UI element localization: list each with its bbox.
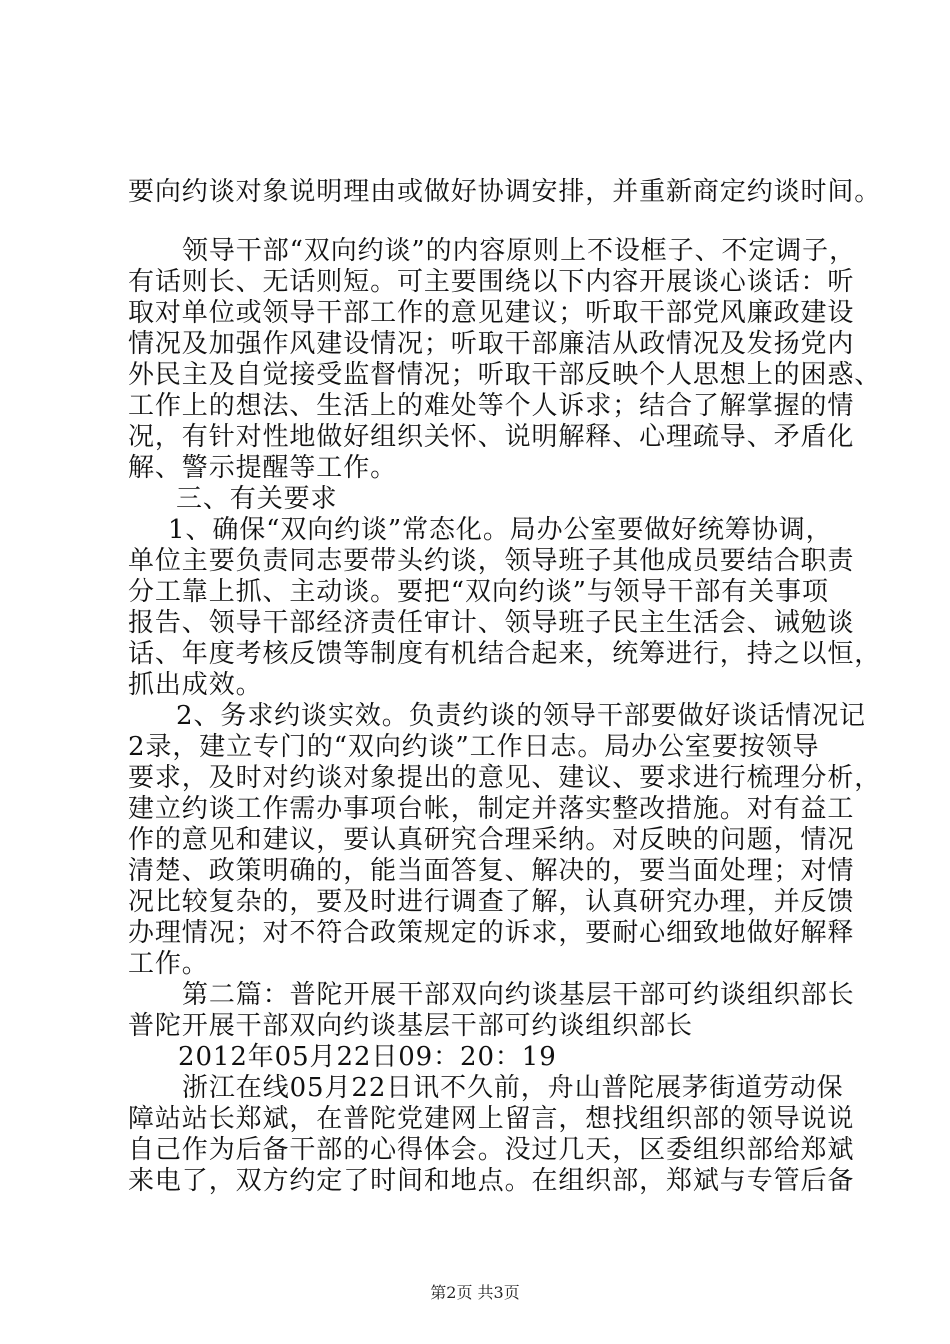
text-line: 解、警示提醒等工作。 bbox=[128, 453, 398, 483]
section-heading: 三、有关要求 bbox=[176, 484, 338, 514]
paragraph-first-line: 2、务求约谈实效。负责约谈的领导干部要做好谈话情况记 bbox=[176, 701, 866, 731]
text-line: 2录，建立专门的“双向约谈”工作日志。局办公室要按领导 bbox=[128, 732, 820, 762]
page-number-footer: 第2页 共3页 bbox=[430, 1283, 520, 1302]
article-title: 普陀开展干部双向约谈基层干部可约谈组织部长 bbox=[128, 1011, 693, 1041]
text-line: 情况及加强作风建设情况；听取干部廉洁从政情况及发扬党内 bbox=[128, 329, 855, 359]
text-line: 报告、领导干部经济责任审计、领导班子民主生活会、诫勉谈 bbox=[128, 608, 855, 638]
text-line: 外民主及自觉接受监督情况；听取干部反映个人思想上的困惑、 bbox=[128, 360, 882, 390]
text-line: 自己作为后备干部的心得体会。没过几天，区委组织部给郑斌 bbox=[128, 1135, 855, 1165]
text-line: 工作。 bbox=[128, 949, 209, 979]
text-line: 作的意见和建议，要认真研究合理采纳。对反映的问题，情况 bbox=[128, 825, 855, 855]
text-line: 要向约谈对象说明理由或做好协调安排，并重新商定约谈时间。 bbox=[128, 177, 882, 207]
article-timestamp: 2012年05月22日09：20：19 bbox=[178, 1042, 557, 1072]
text-line: 有话则长、无话则短。可主要围绕以下内容开展谈心谈话：听 bbox=[128, 267, 855, 297]
text-line: 况，有针对性地做好组织关怀、说明解释、心理疏导、矛盾化 bbox=[128, 422, 855, 452]
chapter-heading: 第二篇：普陀开展干部双向约谈基层干部可约谈组织部长 bbox=[182, 980, 855, 1010]
text-line: 况比较复杂的，要及时进行调查了解，认真研究办理，并反馈 bbox=[128, 887, 855, 917]
text-line: 清楚、政策明确的，能当面答复、解决的，要当面处理；对情 bbox=[128, 856, 855, 886]
text-line: 障站站长郑斌，在普陀党建网上留言，想找组织部的领导说说 bbox=[128, 1104, 855, 1134]
text-line: 单位主要负责同志要带头约谈，领导班子其他成员要结合职责 bbox=[128, 546, 855, 576]
text-line: 办理情况；对不符合政策规定的诉求，要耐心细致地做好解释 bbox=[128, 918, 855, 948]
text-line: 来电了，双方约定了时间和地点。在组织部，郑斌与专管后备 bbox=[128, 1166, 855, 1196]
text-line: 抓出成效。 bbox=[128, 670, 263, 700]
text-line: 分工靠上抓、主动谈。要把“双向约谈”与领导干部有关事项 bbox=[128, 577, 829, 607]
text-line: 工作上的想法、生活上的难处等个人诉求；结合了解掌握的情 bbox=[128, 391, 855, 421]
text-line: 建立约谈工作需办事项台帐，制定并落实整改措施。对有益工 bbox=[128, 794, 855, 824]
paragraph-first-line: 浙江在线05月22日讯不久前，舟山普陀展茅街道劳动保 bbox=[182, 1073, 844, 1103]
text-line: 取对单位或领导干部工作的意见建议；听取干部党风廉政建设 bbox=[128, 298, 855, 328]
paragraph-first-line: 1、确保“双向约谈”常态化。局办公室要做好统筹协调， bbox=[168, 515, 833, 545]
text-line: 话、年度考核反馈等制度有机结合起来，统筹进行，持之以恒， bbox=[128, 639, 882, 669]
text-line: 要求，及时对约谈对象提出的意见、建议、要求进行梳理分析， bbox=[128, 763, 882, 793]
paragraph-first-line: 领导干部“双向约谈”的内容原则上不设框子、不定调子， bbox=[182, 236, 856, 266]
